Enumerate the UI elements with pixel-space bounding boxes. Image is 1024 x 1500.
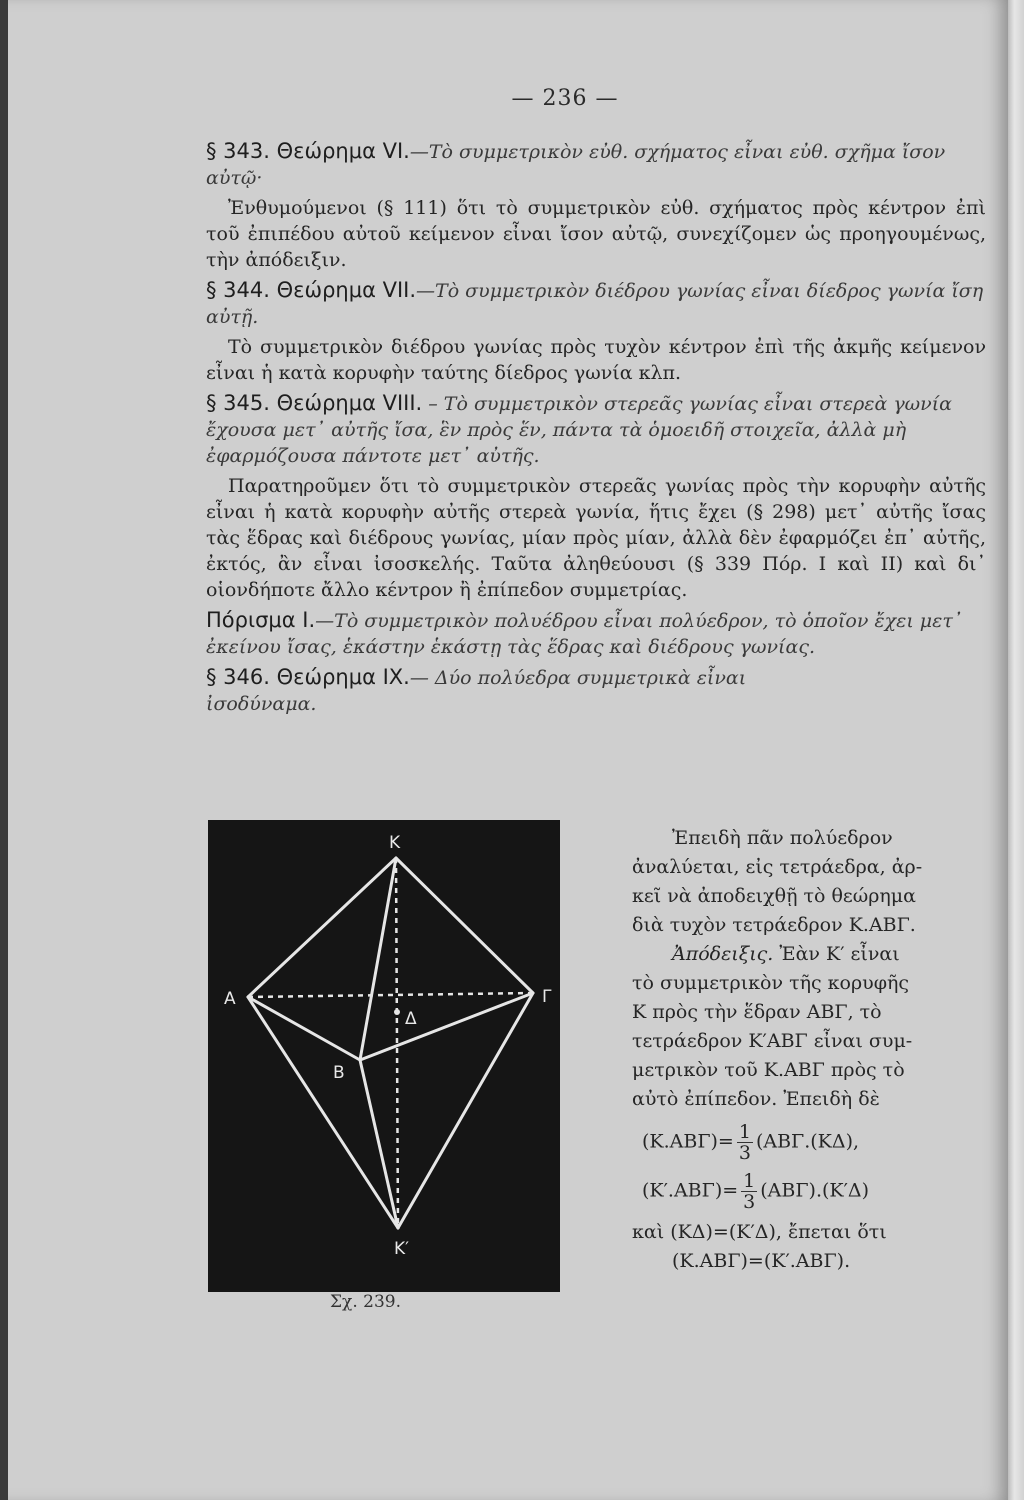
figure-caption: Σχ. 239. — [330, 1292, 401, 1312]
theorem-statement: —Τὸ συμμετρικὸν εὐθ. σχήματος εἶναι εὐθ. σχῆμα ἴσον αὐτῷ· — [206, 141, 946, 189]
side-line: τὸ συμμετρικὸν τῆς κορυφῆς — [632, 972, 910, 994]
figure-239 — [208, 820, 560, 1292]
eq-right: (ΑΒΓ.(ΚΔ), — [755, 1130, 860, 1153]
theorem-statement: —Τὸ συμμετρικὸν διέδρου γωνίας εἶναι δίεδρος γωνία ἴση αὐτῇ. — [206, 280, 984, 328]
section-heading: § 343. Θεώρημα VI. — [206, 139, 410, 163]
section-heading: § 345. Θεώρημα VIII. — [206, 391, 423, 415]
section-343 — [206, 138, 986, 191]
label-B: B — [333, 1063, 345, 1083]
side-line: Κ πρὸς τὴν ἕδραν ΑΒΓ, τὸ — [632, 1001, 882, 1023]
section-346 — [206, 664, 986, 717]
side-line: Ἐὰν Κ′ εἶναι — [773, 943, 900, 965]
equation-2 — [642, 1171, 992, 1212]
edge-BKp — [360, 1060, 398, 1228]
page-number: — 236 — — [511, 86, 619, 111]
main-text — [206, 138, 986, 721]
section-345 — [206, 390, 986, 469]
label-K: K — [389, 833, 401, 853]
label-G: Γ — [542, 987, 552, 1007]
point-D — [394, 1009, 400, 1015]
section-heading: § 344. Θεώρημα VII. — [206, 278, 417, 302]
edge-AB — [248, 997, 360, 1060]
frac-den: 3 — [743, 1191, 756, 1213]
side-line: διὰ τυχὸν τετράεδρον Κ.ΑΒΓ. — [632, 914, 916, 936]
eq-left: (Κ.ΑΒΓ)= — [642, 1130, 734, 1153]
section-body: Παρατηροῦμεν ὅτι τὸ συμμετρικὸν στερεᾶς γωνίας πρὸς τὴν κορυφὴν αὐτῆς εἶναι ἡ κατὰ κορυφὴν αὐτῆς στερεὰ γωνία, ἥτις ἔχει (§ 298) μετ᾽ αὐτῆς ἴσας τὰς ἕδρας καὶ διέδρους γωνίας, μίαν πρὸς μίαν, ἀλλὰ δὲν ἐφαρμόζει ἐπ᾽ αὐτῆς, ἐκτός, ἂν εἶναι ἰσοσκελής. Ταῦτα ἀληθεύουσι (§ 339 Πόρ. I καὶ II) καὶ δι᾽ οἱονδήποτε ἄλλο κέντρον ἢ ἐπίπεδον συμμετρίας. — [206, 475, 986, 601]
section-heading: § 346. Θεώρημα IX. — [206, 665, 410, 689]
section-heading: Πόρισμα I. — [206, 608, 316, 632]
frac-num: 1 — [738, 1121, 751, 1143]
side-line: αὐτὸ ἐπίπεδον. Ἐπειδὴ δὲ — [632, 1088, 880, 1110]
label-A: A — [224, 989, 236, 1009]
theorem-statement: – Τὸ συμμετρικὸν στερεᾶς γωνίας εἶναι στερεὰ γωνία ἔχουσα μετ᾽ αὐτῆς ἴσα, ἓν πρὸς ἕν, πάντα τὰ ὁμοειδῆ στοιχεῖα, ἀλλὰ μὴ ἐφαρμόζουσα πάντοτε μετ᾽ αὐτῆς. — [206, 393, 953, 467]
final-line: καὶ (ΚΔ)=(Κ′Δ), ἔπεται ὅτι — [632, 1221, 887, 1243]
eq-left: (Κ′.ΑΒΓ)= — [642, 1179, 739, 1202]
bipyramid-diagram — [208, 820, 560, 1292]
side-line: Ἐπειδὴ πᾶν πολύεδρον — [672, 827, 893, 849]
proof-column — [632, 824, 992, 1276]
side-line: ἀναλύεται, εἰς τετράεδρα, ἀρ- — [632, 856, 923, 878]
page-edge — [1008, 0, 1024, 1500]
theorem-statement: — Δύο πολύεδρα συμμετρικὰ εἶναι ἰσοδύναμα. — [206, 667, 747, 715]
label-Kprime: K′ — [394, 1239, 410, 1259]
edge-AKp — [248, 997, 398, 1228]
section-body: Τὸ συμμετρικὸν διέδρου γωνίας πρὸς τυχὸν κέντρον ἐπὶ τῆς ἀκμῆς κείμενον εἶναι ἡ κατὰ κορυφὴν ταύτης δίεδρος γωνία κλπ. — [206, 336, 986, 384]
side-line: τετράεδρον Κ′ΑΒΓ εἶναι συμ- — [632, 1030, 913, 1052]
section-344 — [206, 277, 986, 330]
label-D: Δ — [405, 1009, 417, 1029]
axis-KKp — [396, 858, 398, 1228]
frac-den: 3 — [738, 1142, 751, 1164]
eq-right: (ΑΒΓ).(Κ′Δ) — [760, 1179, 870, 1202]
frac-num: 1 — [743, 1170, 756, 1192]
fraction-one-third — [737, 1122, 753, 1163]
fraction-one-third — [741, 1171, 757, 1212]
final-equality: (Κ.ΑΒΓ)=(Κ′.ΑΒΓ). — [672, 1250, 851, 1272]
side-line: μετρικὸν τοῦ Κ.ΑΒΓ πρὸς τὸ — [632, 1059, 905, 1081]
edge-KG — [396, 858, 533, 993]
edge-GKp — [398, 993, 533, 1228]
hidden-edge-AG — [248, 993, 533, 997]
section-body: Ἐνθυμούμενοι (§ 111) ὅτι τὸ συμμετρικὸν εὐθ. σχήματος πρὸς κέντρον ἐπὶ τοῦ ἐπιπέδου αὐτοῦ κείμενον εἶναι ἴσον αὐτῷ, συνεχίζομεν ὡς προηγουμένως, τὴν ἀπόδειξιν. — [206, 197, 986, 271]
corollary-1 — [206, 607, 986, 660]
proof-label: Ἀπόδειξις. — [672, 943, 774, 965]
proof-start — [632, 940, 992, 969]
theorem-statement: —Τὸ συμμετρικὸν πολυέδρου εἶναι πολύεδρον, τὸ ὁποῖον ἔχει μετ᾽ ἐκείνου ἴσας, ἑκάστην ἑκάστῃ τὰς ἕδρας καὶ διέδρους γωνίας. — [206, 610, 963, 658]
equation-1 — [642, 1122, 992, 1163]
side-line: κεῖ νὰ ἀποδειχθῇ τὸ θεώρημα — [632, 885, 916, 907]
edge-BG — [360, 993, 533, 1060]
